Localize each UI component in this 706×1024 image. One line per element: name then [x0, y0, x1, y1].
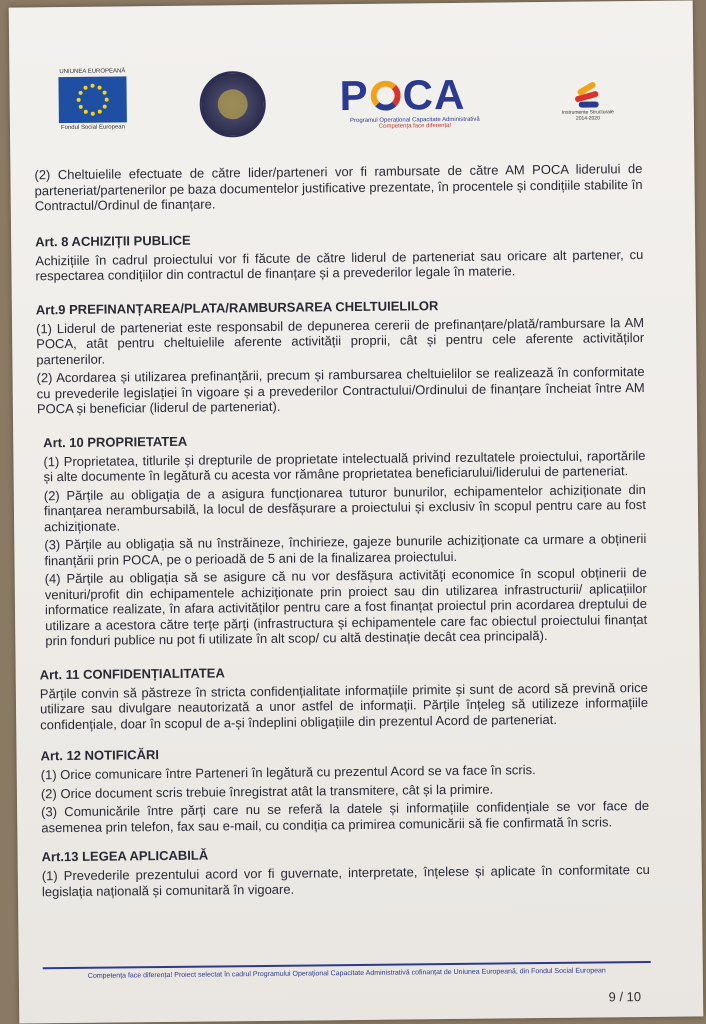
eu-star-icon	[84, 86, 88, 90]
section	[40, 742, 649, 835]
paragraph: (4) Părțile au obligația să se asigure că nu vor desfășura activități economice în scopul obținerii de venituri/profit din echipamentele achiziționate prin proiect sau din utilizarea infrastructurii/ aplicațiilor informatice realizate, în afara activităților pentru care a fost finanțat proiectul prin acordarea dreptului de utilizare a acestora către terțe părți (infrastructura și echipamentele care fac obiectul proiectului finanțat prin fonduri publice nu pot fi utilizate în alt scop/ cu altă destinație decât cea principală).	[44, 564, 648, 649]
page-number: 9 / 10	[608, 989, 642, 1005]
paragraph: (3) Părțile au obligația să nu înstrăineze, închirieze, gajeze bunurile achiziționate ca urmare a obținerii finanțării prin POCA, pe o perioadă de 5 ani de la finalizarea proiectului.	[44, 530, 647, 568]
poca-circle-icon	[371, 81, 401, 111]
structural-instruments-years: 2014-2020	[575, 115, 600, 122]
eu-star-icon	[77, 98, 81, 102]
structural-instruments-icon	[573, 83, 603, 109]
poca-tagline: Competența face diferența!	[378, 122, 452, 130]
section	[40, 660, 649, 732]
section-heading: Art. 11 CONFIDENȚIALITATEA	[39, 664, 225, 682]
footer-text: Competența face diferența! Proiect selectat în cadrul Programului Operațional Capacitate Administrativă cofinanțat de Uniunea Europeană, din Fondul Social European	[87, 967, 606, 980]
paragraph: (1) Prevederile prezentului acord vor fi guvernate, interpretate, înțelese și aplicate în conformitate cu legislația națională și comunitară în vigoare.	[41, 861, 650, 899]
logo-header	[9, 0, 695, 157]
poca-logo	[339, 70, 490, 131]
section-heading: Art. 8 ACHIZIȚII PUBLICE	[35, 232, 191, 249]
paragraph: (1) Liderul de parteneriat este responsabil de depunerea cererii de prefinanțare/plată/rambursare la AM POCA, atât pentru cheltuielile aferente activității proprii, cât și pentru cele aferente activităților partenerilor.	[35, 314, 645, 367]
eu-star-icon	[98, 86, 102, 90]
paragraph: (1) Proprietatea, titlurile și drepturile de proprietate intelectuală privind rezultatele proiectului, raportările și alte documente în legătură cu acesta vor rămâne proprietatea beneficiarului/liderului de parteneriat.	[43, 447, 646, 485]
section	[36, 295, 645, 416]
eu-star-icon	[105, 98, 109, 102]
poca-letter-p: P	[339, 71, 369, 120]
section-heading: Art. 12 NOTIFICĂRI	[40, 747, 160, 764]
paragraph: (1) Orice comunicare între Parteneri în legătură cu prezentul Acord se va face în scris.	[40, 762, 536, 783]
document-page	[9, 0, 704, 1023]
section-heading: Art. 10 PROPRIETATEA	[43, 433, 188, 450]
eu-star-icon	[103, 91, 107, 95]
eu-star-icon	[84, 110, 88, 114]
eu-star-icon	[79, 105, 83, 109]
structural-instruments-caption: Instrumente Structurale	[561, 109, 614, 116]
paragraph: Părțile convin să păstreze în stricta confidențialitate informațiile primite și sunt de acord să prevină orice utilizare sau divulgare neautorizată a unor astfel de informații. Părțile înțeleg să utilizeze informațiile confidențiale, doar în scopul de a-și îndeplini obligațiile din prezentul Acord de parteneriat.	[39, 679, 649, 732]
eu-star-icon	[91, 112, 95, 116]
eu-logo	[47, 68, 138, 131]
paragraph: (3) Comunicările între părți care nu se referă la datele și informațiile confidențiale se vor face de asemenea prin telefon, fax sau e-mail, cu condiția ca primirea comunicării să fie confirmată în scris.	[41, 797, 650, 835]
paragraph: (2) Orice document scris trebuie înregistrat atât la transmitere, cât și la primire.	[40, 781, 494, 801]
eu-caption-bottom: Fondul Social European	[60, 124, 126, 132]
paragraph: (2) Acordarea și utilizarea prefinanțării, precum și rambursarea cheltuielilor se realizează în conformitate cu prevederile legislației în vigoare și a prevederilor Contractului/Ordinului de finanțare încheiat între AM POCA și beneficiar (liderul de parteneriat).	[36, 363, 645, 417]
poca-letters-ca: CA	[402, 70, 466, 119]
paragraph: (2) Părțile au obligația de a asigura funcționarea tuturor bunurilor, echipamentelor achiziționate din finanțarea nerambursabilă, la locul de desfășurare a proiectului și exclusiv în scopul pentru care au fost achiziționate.	[43, 481, 647, 534]
poca-subtitle: Programul Operațional Capacitate Administrativă	[349, 116, 480, 125]
document-body	[34, 161, 650, 899]
eu-flag-icon	[58, 76, 126, 123]
section	[42, 843, 650, 899]
paragraph: Achizițiile în cadrul proiectului vor fi făcute de către liderul de parteneriat sau oricare alt partener, cu respectarea condițiilor din contractul de finanțare și a prevederilor legale în materie.	[35, 246, 644, 284]
eu-star-icon	[91, 84, 95, 88]
romanian-government-seal-icon	[199, 71, 266, 138]
eu-caption-top: UNIUNEA EUROPEANĂ	[59, 68, 126, 76]
section	[34, 161, 642, 214]
structural-instruments-logo	[558, 83, 618, 122]
section-heading: Art.13 LEGEA APLICABILĂ	[41, 847, 209, 865]
section-heading: Art.9 PREFINANȚAREA/PLATA/RAMBURSAREA CHELTUIELILOR	[35, 297, 439, 317]
section	[35, 227, 643, 283]
paragraph: (2) Cheltuielile efectuate de către lider/parteneri vor fi rambursate de către AM POCA liderului de parteneriat/partenerilor pe baza documentelor justificative prezentate, în procentele și condițiile stabilite în Contractul/Ordinul de finanțare.	[34, 160, 643, 214]
eu-star-icon	[78, 91, 82, 95]
eu-star-icon	[98, 110, 102, 114]
section	[37, 428, 647, 648]
eu-star-icon	[103, 105, 107, 109]
page-footer	[43, 961, 651, 1005]
